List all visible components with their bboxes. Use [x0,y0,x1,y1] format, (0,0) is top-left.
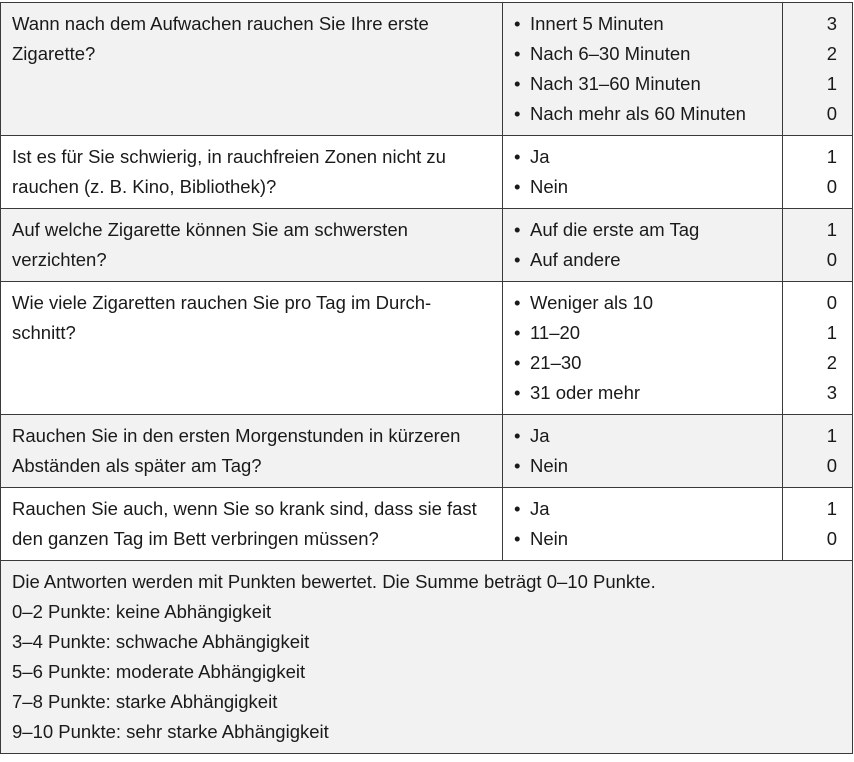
bullet-icon: • [514,13,521,34]
answer-point-value: 0 [826,103,837,124]
bullet-icon: • [514,528,521,549]
answer-option [514,451,771,481]
answer-point-value: 0 [826,528,837,549]
answer-options [503,136,783,209]
answer-label: Ja [530,146,550,167]
bullet-icon: • [514,43,521,64]
question-row [1,488,853,561]
answer-point-value: 0 [826,455,837,476]
answer-point-value: 1 [826,146,837,167]
answer-option [514,9,771,39]
bullet-icon: • [514,382,521,403]
answer-option [514,39,771,69]
answer-label: Nach 6–30 Minuten [530,43,691,64]
scoring-range: 7–8 Punkte: starke Abhängigkeit [12,691,278,712]
answer-point-value: 1 [826,219,837,240]
answer-label: Auf andere [530,249,621,270]
question-text: Wie viele Zigaretten rauchen Sie pro Tag im Durch-schnitt? [1,282,503,415]
question-text: Rauchen Sie in den ersten Morgenstunden in kürzeren Abständen als später am Tag? [1,415,503,488]
bullet-icon: • [514,219,521,240]
bullet-icon: • [514,425,521,446]
answer-option [514,288,771,318]
answer-label: Ja [530,498,550,519]
scoring-range: 5–6 Punkte: moderate Abhängigkeit [12,661,306,682]
bullet-icon: • [514,292,521,313]
bullet-icon: • [514,249,521,270]
question-text: Auf welche Zigarette können Sie am schwersten verzichten? [1,209,503,282]
answer-option [514,524,771,554]
questionnaire-table [0,2,853,754]
answer-label: Nach 31–60 Minuten [530,73,701,94]
answer-point-value: 0 [826,249,837,270]
answer-point-value: 1 [826,73,837,94]
answer-options [503,209,783,282]
answer-point-value: 3 [826,13,837,34]
answer-point-value: 3 [826,382,837,403]
answer-points [783,136,853,209]
answer-points [783,415,853,488]
answer-point-value: 0 [826,176,837,197]
answer-point-value: 1 [826,425,837,446]
answer-label: Innert 5 Minuten [530,13,664,34]
answer-option [514,245,771,275]
answer-option [514,142,771,172]
question-row [1,415,853,488]
answer-options [503,282,783,415]
answer-option [514,378,771,408]
answer-points [783,209,853,282]
answer-option [514,318,771,348]
question-row [1,3,853,136]
answer-label: Nein [530,176,569,197]
bullet-icon: • [514,103,521,124]
answer-point-value: 2 [826,352,837,373]
bullet-icon: • [514,455,521,476]
answer-option [514,99,771,129]
bullet-icon: • [514,176,521,197]
answer-label: Nein [530,455,569,476]
answer-options [503,3,783,136]
answer-points [783,282,853,415]
scoring-summary [1,561,853,754]
answer-label: Auf die erste am Tag [530,219,700,240]
question-row [1,136,853,209]
answer-point-value: 1 [826,498,837,519]
answer-points [783,3,853,136]
answer-option [514,69,771,99]
answer-label: Weniger als 10 [530,292,654,313]
answer-points [783,488,853,561]
answer-point-value: 0 [826,292,837,313]
answer-label: Nein [530,528,569,549]
answer-label: 21–30 [530,352,582,373]
questionnaire-body [1,3,853,754]
answer-label: 31 oder mehr [530,382,641,403]
bullet-icon: • [514,498,521,519]
answer-label: 11–20 [530,322,581,343]
answer-option [514,172,771,202]
answer-option [514,421,771,451]
question-row [1,209,853,282]
answer-label: Ja [530,425,550,446]
question-row [1,282,853,415]
question-text: Ist es für Sie schwierig, in rauchfreien Zonen nicht zu rauchen (z. B. Kino, Bibliothek)? [1,136,503,209]
scoring-range: 3–4 Punkte: schwache Abhängigkeit [12,631,310,652]
answer-options [503,415,783,488]
answer-point-value: 2 [826,43,837,64]
bullet-icon: • [514,352,521,373]
scoring-intro: Die Antworten werden mit Punkten bewertet. Die Summe beträgt 0–10 Punkte. [12,571,656,592]
bullet-icon: • [514,73,521,94]
answer-option [514,348,771,378]
answer-option [514,215,771,245]
bullet-icon: • [514,146,521,167]
answer-point-value: 1 [826,322,837,343]
question-text: Wann nach dem Aufwachen rauchen Sie Ihre erste Zigarette? [1,3,503,136]
answer-label: Nach mehr als 60 Minuten [530,103,746,124]
scoring-range: 9–10 Punkte: sehr starke Abhängigkeit [12,721,329,742]
scoring-range: 0–2 Punkte: keine Abhängigkeit [12,601,272,622]
question-text: Rauchen Sie auch, wenn Sie so krank sind, dass sie fast den ganzen Tag im Bett verbringen müssen? [1,488,503,561]
answer-option [514,494,771,524]
answer-options [503,488,783,561]
bullet-icon: • [514,322,521,343]
summary-row [1,561,853,754]
